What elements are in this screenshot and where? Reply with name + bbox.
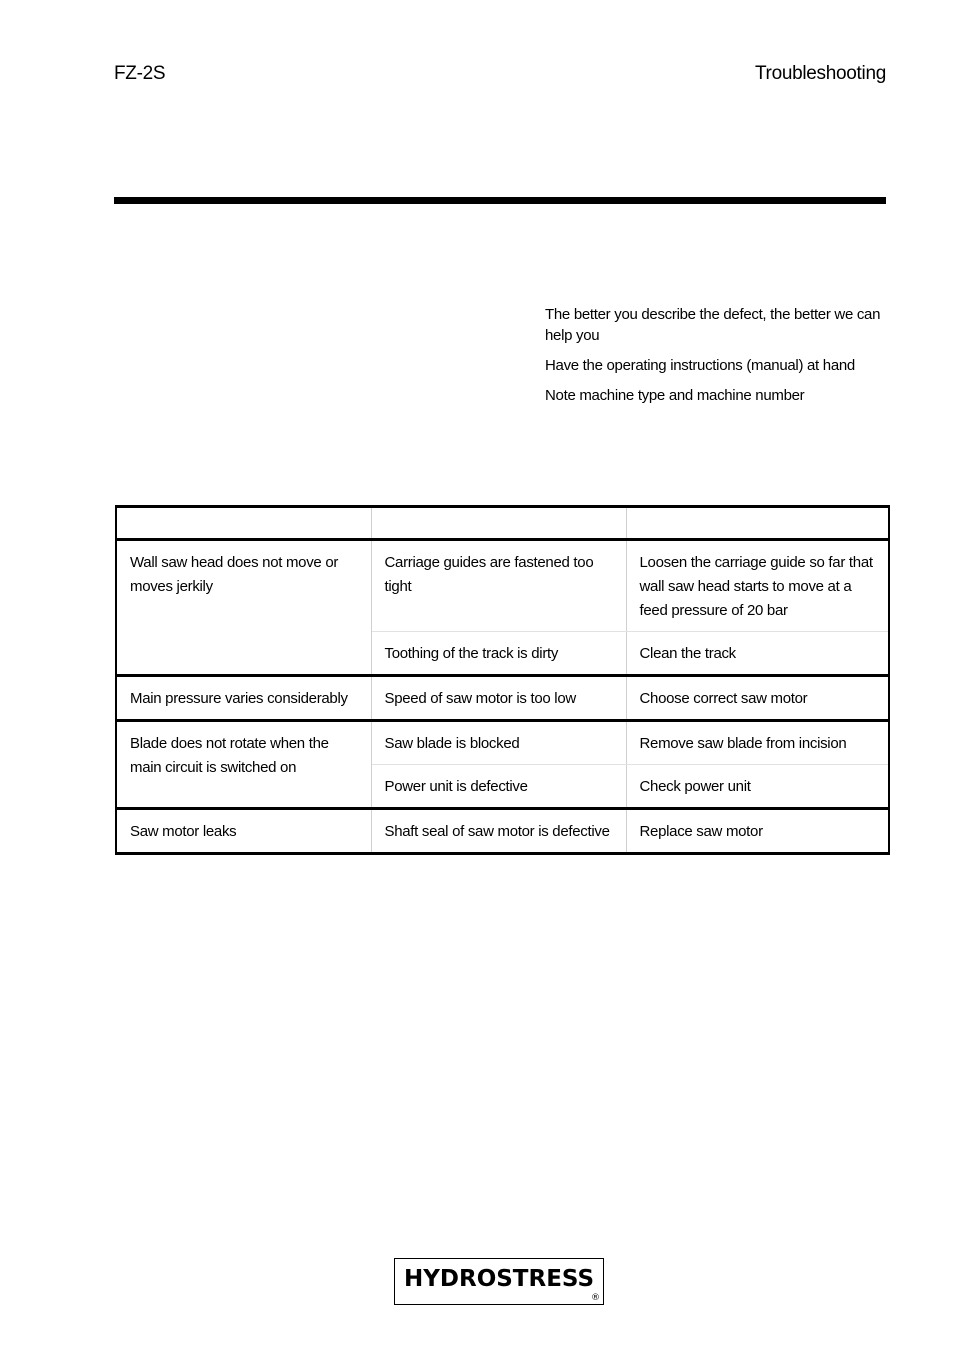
table-row — [116, 540, 889, 632]
registered-mark: ® — [591, 1293, 600, 1303]
problem-cell: Main pressure varies considerably — [116, 676, 371, 721]
header-rule — [114, 197, 886, 204]
remedy-cell: Remove saw blade from incision — [626, 721, 889, 765]
problem-cell: Wall saw head does not move or moves jerkily — [116, 540, 371, 676]
tip-item: The better you describe the defect, the better we can help you — [545, 306, 881, 344]
table-row — [116, 676, 889, 721]
cause-cell: Speed of saw motor is too low — [371, 676, 626, 721]
remedy-cell: Replace saw motor — [626, 809, 889, 854]
cause-cell: Shaft seal of saw motor is defective — [371, 809, 626, 854]
hydrostress-logo — [394, 1258, 604, 1305]
header-cell-problem — [116, 507, 371, 540]
logo-wordmark: HYDROSTRESS — [403, 1266, 595, 1292]
problem-cell: Blade does not rotate when the main circuit is switched on — [116, 721, 371, 809]
cause-cell: Power unit is defective — [371, 765, 626, 809]
header-cell-cause — [371, 507, 626, 540]
remedy-cell: Clean the track — [626, 632, 889, 676]
tip-item: Note machine type and machine number — [545, 387, 805, 404]
remedy-cell: Loosen the carriage guide so far that wall saw head starts to move at a feed pressure of 20 bar — [626, 540, 889, 632]
table-row — [116, 721, 889, 765]
problem-cell: Saw motor leaks — [116, 809, 371, 854]
document-model: FZ-2S — [114, 63, 166, 84]
cause-cell: Carriage guides are fastened too tight — [371, 540, 626, 632]
troubleshooting-table — [115, 505, 890, 855]
section-title: Troubleshooting — [754, 63, 886, 84]
cause-cell: Saw blade is blocked — [371, 721, 626, 765]
header-cell-remedy — [626, 507, 889, 540]
table-header-row — [116, 507, 889, 540]
tip-item: Have the operating instructions (manual) at hand — [545, 357, 855, 374]
remedy-cell: Check power unit — [626, 765, 889, 809]
support-tips — [545, 304, 890, 415]
table-row — [116, 809, 889, 854]
cause-cell: Toothing of the track is dirty — [371, 632, 626, 676]
remedy-cell: Choose correct saw motor — [626, 676, 889, 721]
